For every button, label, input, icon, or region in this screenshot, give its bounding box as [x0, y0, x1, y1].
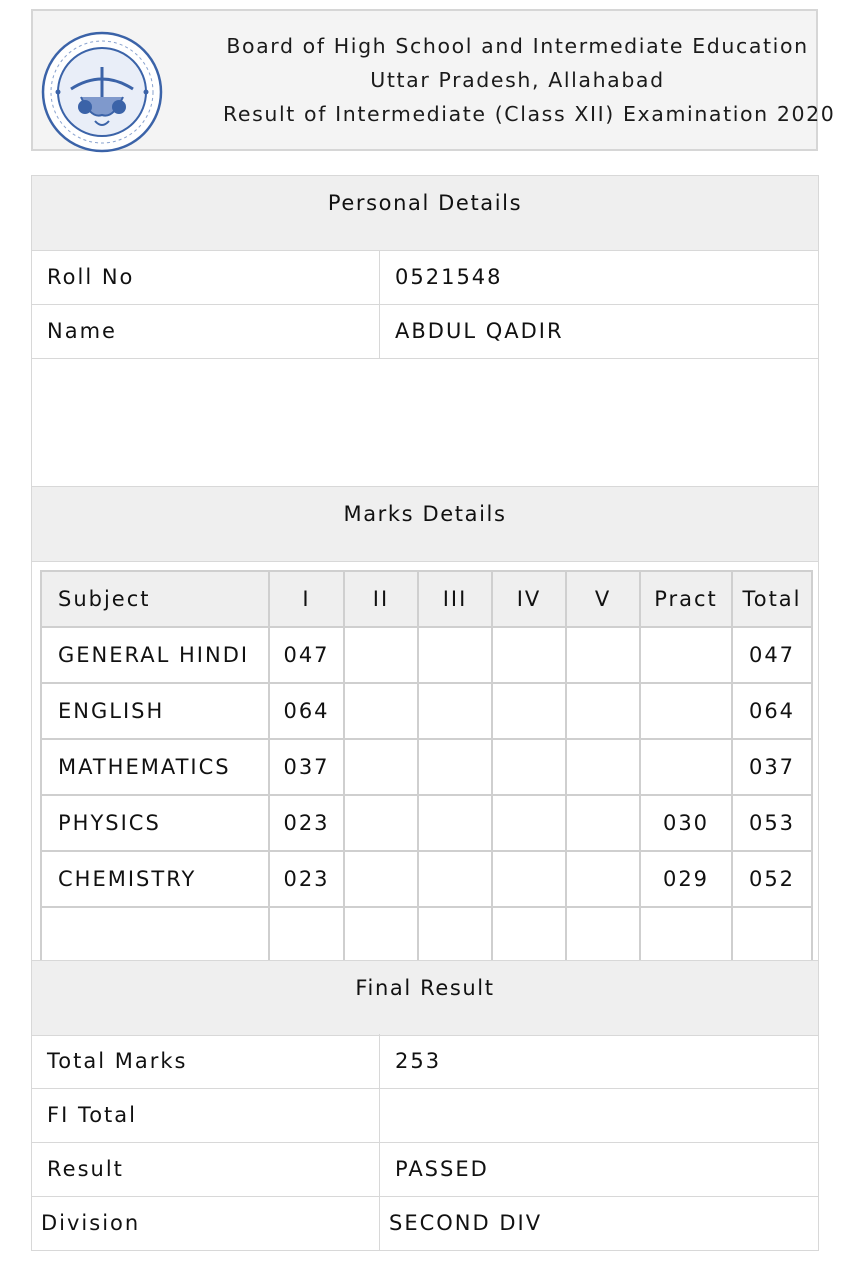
result-header — [31, 9, 836, 151]
col-paper-2: II — [344, 571, 418, 627]
practical-cell: 029 — [640, 851, 732, 907]
division-value: SECOND DIV — [379, 1196, 818, 1250]
total-cell: 052 — [732, 851, 812, 907]
roll-no-value: 0521548 — [379, 250, 818, 304]
personal-details-heading: Personal Details — [32, 176, 818, 251]
roll-no-row — [32, 250, 818, 305]
table-row — [41, 627, 812, 683]
total-cell — [732, 907, 812, 963]
subject-name: MATHEMATICS — [41, 739, 269, 795]
marks-details-heading: Marks Details — [32, 486, 818, 562]
practical-cell — [640, 739, 732, 795]
mark-cell — [418, 795, 492, 851]
table-row — [41, 907, 812, 963]
col-subject: Subject — [41, 571, 269, 627]
practical-cell: 030 — [640, 795, 732, 851]
marks-table — [40, 570, 813, 964]
total-cell: 064 — [732, 683, 812, 739]
result-card — [31, 175, 819, 1251]
col-paper-4: IV — [492, 571, 566, 627]
mark-cell: 064 — [269, 683, 344, 739]
mark-cell — [492, 907, 566, 963]
name-label: Name — [47, 319, 117, 343]
mark-cell — [418, 627, 492, 683]
practical-cell — [640, 627, 732, 683]
subject-name: GENERAL HINDI — [41, 627, 269, 683]
mark-cell — [344, 851, 418, 907]
mark-cell — [344, 795, 418, 851]
mark-cell: 047 — [269, 627, 344, 683]
mark-cell — [566, 795, 640, 851]
mark-cell: 037 — [269, 739, 344, 795]
mark-cell — [492, 739, 566, 795]
col-total: Total — [732, 571, 812, 627]
mark-cell — [344, 683, 418, 739]
subject-name: PHYSICS — [41, 795, 269, 851]
name-value: ABDUL QADIR — [379, 304, 818, 358]
mark-cell — [566, 907, 640, 963]
table-row — [41, 739, 812, 795]
roll-no-label: Roll No — [47, 265, 135, 289]
mark-cell — [344, 907, 418, 963]
board-location: Uttar Pradesh, Allahabad — [370, 68, 665, 92]
board-name: Board of High School and Intermediate Education — [226, 34, 809, 58]
total-marks-label: Total Marks — [47, 1049, 188, 1073]
total-marks-row — [32, 1034, 818, 1089]
mark-cell — [492, 795, 566, 851]
mark-cell — [344, 739, 418, 795]
mark-cell — [566, 851, 640, 907]
name-row — [32, 304, 818, 359]
result-row — [32, 1142, 818, 1197]
mark-cell — [492, 683, 566, 739]
mark-cell — [566, 627, 640, 683]
col-paper-1: I — [269, 571, 344, 627]
fi-total-row — [32, 1088, 818, 1143]
col-paper-5: V — [566, 571, 640, 627]
marks-header-row — [41, 571, 812, 627]
practical-cell — [640, 907, 732, 963]
total-cell: 037 — [732, 739, 812, 795]
fi-total-value — [379, 1088, 818, 1142]
mark-cell — [418, 851, 492, 907]
mark-cell — [492, 851, 566, 907]
result-value: PASSED — [379, 1142, 818, 1196]
subject-name: ENGLISH — [41, 683, 269, 739]
mark-cell — [492, 627, 566, 683]
total-cell: 053 — [732, 795, 812, 851]
exam-title: Result of Intermediate (Class XII) Examination 2020 — [223, 102, 836, 126]
table-row — [41, 851, 812, 907]
practical-cell — [640, 683, 732, 739]
mark-cell — [418, 739, 492, 795]
total-cell: 047 — [732, 627, 812, 683]
mark-cell — [269, 907, 344, 963]
mark-cell — [418, 907, 492, 963]
division-label: Division — [41, 1211, 141, 1235]
up-state-emblem-icon — [41, 31, 163, 153]
col-practical: Pract — [640, 571, 732, 627]
mark-cell — [566, 683, 640, 739]
table-row — [41, 795, 812, 851]
mark-cell: 023 — [269, 795, 344, 851]
subject-name: CHEMISTRY — [41, 851, 269, 907]
total-marks-value: 253 — [379, 1034, 818, 1088]
fi-total-label: FI Total — [47, 1103, 137, 1127]
final-result-heading: Final Result — [32, 960, 818, 1036]
table-row — [41, 683, 812, 739]
mark-cell — [344, 627, 418, 683]
subject-name — [41, 907, 269, 963]
mark-cell — [418, 683, 492, 739]
mark-cell — [566, 739, 640, 795]
division-row — [32, 1196, 818, 1250]
result-label: Result — [47, 1157, 124, 1181]
col-paper-3: III — [418, 571, 492, 627]
mark-cell: 023 — [269, 851, 344, 907]
